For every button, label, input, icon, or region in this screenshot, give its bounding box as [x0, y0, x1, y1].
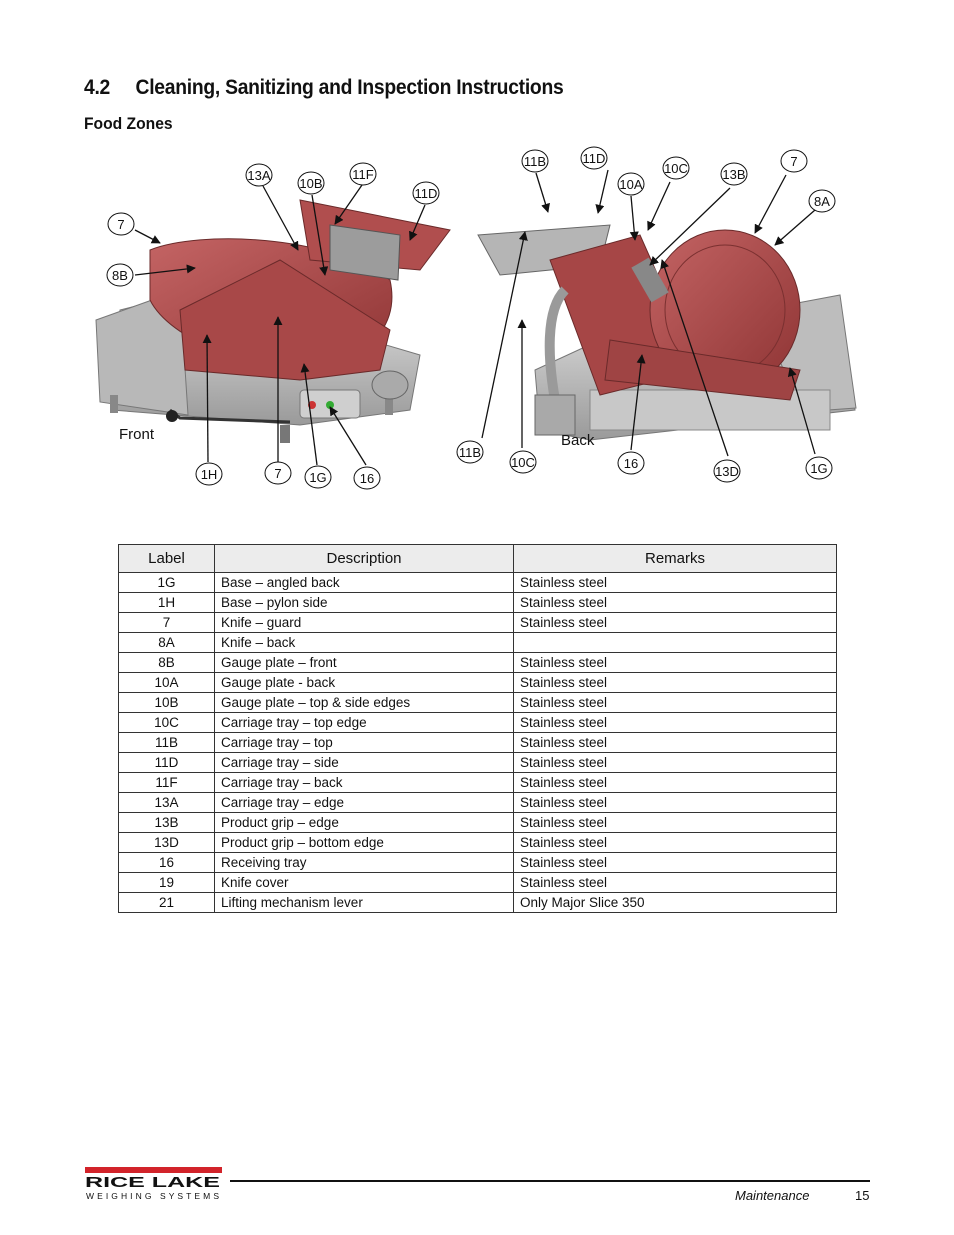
- table-row: [119, 813, 837, 833]
- table-row: [119, 653, 837, 673]
- svg-text:8B: 8B: [112, 268, 128, 283]
- cell-label: 10C: [119, 713, 215, 733]
- svg-text:10C: 10C: [511, 455, 535, 470]
- cell-label: 1G: [119, 573, 215, 593]
- table-row: [119, 753, 837, 773]
- cell-description: Base – pylon side: [215, 593, 514, 613]
- callout-front-8: [305, 466, 331, 488]
- svg-text:13D: 13D: [715, 464, 739, 479]
- cell-label: 16: [119, 853, 215, 873]
- cell-description: Lifting mechanism lever: [215, 893, 514, 913]
- callout-back-2: [663, 157, 689, 179]
- cell-description: Knife – back: [215, 633, 514, 653]
- svg-text:1G: 1G: [810, 461, 828, 476]
- table-row: [119, 613, 837, 633]
- callout-back-3: [618, 173, 644, 195]
- cell-label: 10A: [119, 673, 215, 693]
- callout-back-10: [714, 460, 740, 482]
- callout-back-4: [721, 163, 747, 185]
- cell-label: 13A: [119, 793, 215, 813]
- svg-text:10A: 10A: [619, 177, 643, 192]
- food-zones-table: [118, 544, 837, 913]
- cell-label: 21: [119, 893, 215, 913]
- cell-label: 11B: [119, 733, 215, 753]
- cell-label: 8A: [119, 633, 215, 653]
- table-header-row: [119, 545, 837, 573]
- cell-remarks: Stainless steel: [514, 653, 837, 673]
- slicer-illustration: [0, 140, 954, 500]
- section-number: 4.2: [84, 76, 111, 99]
- cell-description: Base – angled back: [215, 573, 514, 593]
- table-row: [119, 673, 837, 693]
- cell-remarks: Stainless steel: [514, 593, 837, 613]
- callout-front-6: [196, 463, 222, 485]
- cell-label: 1H: [119, 593, 215, 613]
- table-row: [119, 573, 837, 593]
- callout-front-5: [107, 264, 133, 286]
- svg-text:13A: 13A: [247, 168, 271, 183]
- svg-text:7: 7: [117, 217, 125, 232]
- table-row: [119, 853, 837, 873]
- cell-description: Gauge plate - back: [215, 673, 514, 693]
- front-view-slicer: [96, 200, 450, 443]
- svg-text:16: 16: [623, 456, 639, 471]
- cell-remarks: Stainless steel: [514, 793, 837, 813]
- callout-front-4: [108, 213, 134, 235]
- cell-description: Product grip – edge: [215, 813, 514, 833]
- cell-description: Receiving tray: [215, 853, 514, 873]
- cell-remarks: Stainless steel: [514, 733, 837, 753]
- table-row: [119, 793, 837, 813]
- cell-remarks: Stainless steel: [514, 853, 837, 873]
- table-row: [119, 693, 837, 713]
- svg-text:1G: 1G: [309, 470, 327, 485]
- cell-remarks: Only Major Slice 350: [514, 893, 837, 913]
- svg-text:16: 16: [359, 471, 375, 486]
- slicer-food-zone-figure: [0, 140, 954, 500]
- svg-text:11B: 11B: [458, 445, 482, 460]
- table-row: [119, 733, 837, 753]
- cell-label: 10B: [119, 693, 215, 713]
- cell-label: 7: [119, 613, 215, 633]
- callout-front-9: [354, 467, 380, 489]
- callout-back-6: [809, 190, 835, 212]
- column-header-remarks: Remarks: [514, 545, 837, 573]
- callout-back-9: [618, 452, 644, 474]
- table-row: [119, 633, 837, 653]
- cell-description: Knife cover: [215, 873, 514, 893]
- footer-rule: [230, 1180, 870, 1182]
- cell-remarks: Stainless steel: [514, 613, 837, 633]
- cell-remarks: Stainless steel: [514, 753, 837, 773]
- cell-description: Carriage tray – side: [215, 753, 514, 773]
- cell-remarks: Stainless steel: [514, 773, 837, 793]
- cell-label: 8B: [119, 653, 215, 673]
- cell-label: 11D: [119, 753, 215, 773]
- callout-front-2: [350, 163, 376, 185]
- section-title: Cleaning, Sanitizing and Inspection Instructions: [135, 76, 564, 99]
- cell-label: 13B: [119, 813, 215, 833]
- svg-text:10B: 10B: [299, 176, 323, 191]
- svg-text:7: 7: [274, 466, 282, 481]
- column-header-label: Label: [119, 545, 215, 573]
- cell-remarks: Stainless steel: [514, 673, 837, 693]
- cell-description: Gauge plate – front: [215, 653, 514, 673]
- table-row: [119, 833, 837, 853]
- svg-text:WEIGHING SYSTEMS: WEIGHING SYSTEMS: [86, 1191, 219, 1201]
- cell-remarks: [514, 633, 837, 653]
- cell-label: 13D: [119, 833, 215, 853]
- svg-text:RICE LAKE: RICE LAKE: [85, 1175, 221, 1191]
- callout-back-7: [457, 441, 483, 463]
- cell-label: 19: [119, 873, 215, 893]
- table-row: [119, 873, 837, 893]
- svg-text:1H: 1H: [200, 467, 218, 482]
- table-row: [119, 713, 837, 733]
- callout-front-1: [298, 172, 324, 194]
- column-header-description: Description: [215, 545, 514, 573]
- back-view-slicer: [478, 225, 856, 440]
- section-heading: [84, 76, 563, 100]
- rice-lake-logo: [85, 1167, 222, 1201]
- cell-description: Product grip – bottom edge: [215, 833, 514, 853]
- callout-front-7: [265, 462, 291, 484]
- svg-text:11B: 11B: [523, 154, 547, 169]
- back-view-label: Back: [561, 432, 595, 449]
- callout-back-0: [522, 150, 548, 172]
- svg-text:11D: 11D: [582, 151, 606, 166]
- svg-text:8A: 8A: [814, 194, 830, 209]
- table-row: [119, 593, 837, 613]
- cell-description: Carriage tray – top: [215, 733, 514, 753]
- cell-label: 11F: [119, 773, 215, 793]
- callout-back-8: [510, 451, 536, 473]
- svg-text:7: 7: [790, 154, 798, 169]
- callout-front-3: [413, 182, 439, 204]
- cell-description: Knife – guard: [215, 613, 514, 633]
- svg-text:11F: 11F: [352, 167, 374, 182]
- callout-back-11: [806, 457, 832, 479]
- cell-description: Gauge plate – top & side edges: [215, 693, 514, 713]
- cell-description: Carriage tray – top edge: [215, 713, 514, 733]
- svg-text:10C: 10C: [664, 161, 688, 176]
- cell-remarks: Stainless steel: [514, 573, 837, 593]
- svg-text:11D: 11D: [414, 186, 438, 201]
- callout-back-1: [581, 147, 607, 169]
- callout-back-5: [781, 150, 807, 172]
- cell-remarks: Stainless steel: [514, 813, 837, 833]
- svg-text:13B: 13B: [722, 167, 746, 182]
- cell-description: Carriage tray – back: [215, 773, 514, 793]
- front-view-label: Front: [119, 426, 155, 443]
- footer-section-name: Maintenance: [735, 1188, 810, 1203]
- page-number: 15: [855, 1188, 870, 1203]
- subsection-heading: Food Zones: [84, 114, 173, 133]
- cell-remarks: Stainless steel: [514, 873, 837, 893]
- table-row: [119, 773, 837, 793]
- table-row: [119, 893, 837, 913]
- cell-remarks: Stainless steel: [514, 693, 837, 713]
- cell-remarks: Stainless steel: [514, 833, 837, 853]
- cell-remarks: Stainless steel: [514, 713, 837, 733]
- callout-front-0: [246, 164, 272, 186]
- cell-description: Carriage tray – edge: [215, 793, 514, 813]
